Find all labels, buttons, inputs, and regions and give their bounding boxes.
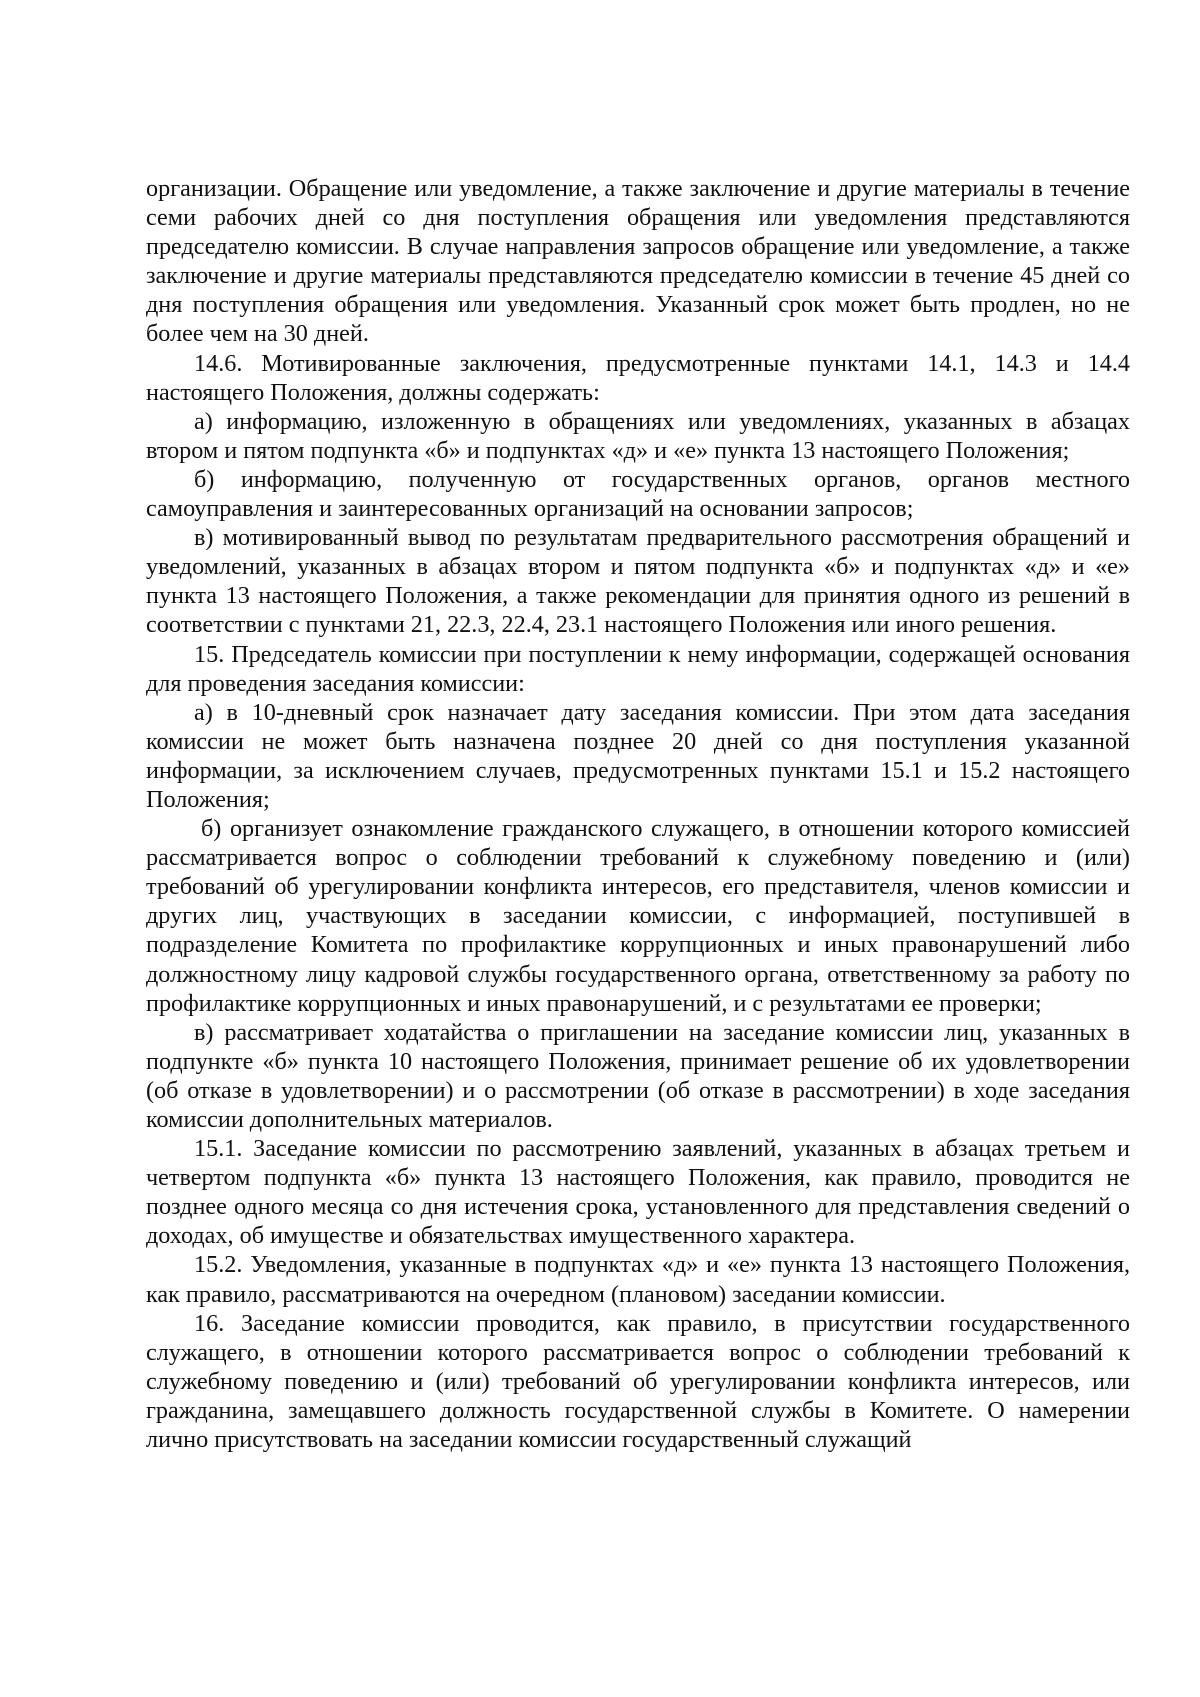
paragraph-15-b: б) организует ознакомление гражданского служащего, в отношении которого комиссией рассматривается вопрос о соблюдении требований к служебному поведению и (или) требований об урегулировании конфликта интересов, его представителя, членов комиссии и других лиц, участвующих в заседании комиссии, с информацией, поступившей в подразделение Комитета по профилактике коррупционных и иных правонарушений либо должностному лицу кадровой службы государственного органа, ответственному за работу по профилактике коррупционных и иных правонарушений, и с результатами ее проверки;: [146, 815, 1130, 1017]
paragraph-14-6-a: а) информацию, изложенную в обращениях или уведомлениях, указанных в абзацах втором и пятом подпункта «б» и подпунктах «д» и «е» пункта 13 настоящего Положения;: [146, 407, 1130, 464]
paragraph-14-6: 14.6. Мотивированные заключения, предусмотренные пунктами 14.1, 14.3 и 14.4 настоящего Положения, должны содержать:: [146, 349, 1130, 406]
document-body: [146, 174, 1130, 1454]
paragraph-14-6-b: б) информацию, полученную от государственных органов, органов местного самоуправления и заинтересованных организаций на основании запросов;: [146, 465, 1130, 523]
paragraph-15-2: 15.2. Уведомления, указанные в подпунктах «д» и «е» пункта 13 настоящего Положения, как правило, рассматриваются на очередном (плановом) заседании комиссии.: [146, 1251, 1130, 1308]
paragraph-15-1: 15.1. Заседание комиссии по рассмотрению заявлений, указанных в абзацах третьем и четвертом подпункта «б» пункта 13 настоящего Положения, как правило, проводится не позднее одного месяца со дня истечения срока, установленного для представления сведений о доходах, об имуществе и обязательствах имущественного характера.: [146, 1135, 1130, 1250]
paragraph-14-6-v: в) мотивированный вывод по результатам предварительного рассмотрения обращений и уведомлений, указанных в абзацах втором и пятом подпункта «б» и подпунктах «д» и «е» пункта 13 настоящего Положения, а также рекомендации для принятия одного из решений в соответствии с пунктами 21, 22.3, 22.4, 23.1 настоящего Положения или иного решения.: [146, 524, 1130, 639]
paragraph-16: 16. Заседание комиссии проводится, как правило, в присутствии государственного служащего, в отношении которого рассматривается вопрос о соблюдении требований к служебному поведению и (или) требований об урегулировании конфликта интересов, или гражданина, замещавшего должность государственной службы в Комитете. О намерении лично присутствовать на заседании комиссии государственный служащий: [146, 1309, 1130, 1454]
paragraph-15-v: в) рассматривает ходатайства о приглашении на заседание комиссии лиц, указанных в подпункте «б» пункта 10 настоящего Положения, принимает решение об их удовлетворении (об отказе в удовлетворении) и о рассмотрении (об отказе в рассмотрении) в ходе заседания комиссии дополнительных материалов.: [146, 1018, 1130, 1133]
paragraph-15-a: а) в 10-дневный срок назначает дату заседания комиссии. При этом дата заседания комиссии не может быть назначена позднее 20 дней со дня поступления указанной информации, за исключением случаев, предусмотренных пунктами 15.1 и 15.2 настоящего Положения;: [146, 698, 1130, 813]
paragraph-continuation: организации. Обращение или уведомление, а также заключение и другие материалы в течение семи рабочих дней со дня поступления обращения или уведомления представляются председателю комиссии. В случае направления запросов обращение или уведомление, а также заключение и другие материалы представляются председателю комиссии в течение 45 дней со дня поступления обращения или уведомления. Указанный срок может быть продлен, но не более чем на 30 дней.: [146, 175, 1130, 348]
paragraph-15: 15. Председатель комиссии при поступлении к нему информации, содержащей основания для проведения заседания комиссии:: [146, 640, 1130, 697]
